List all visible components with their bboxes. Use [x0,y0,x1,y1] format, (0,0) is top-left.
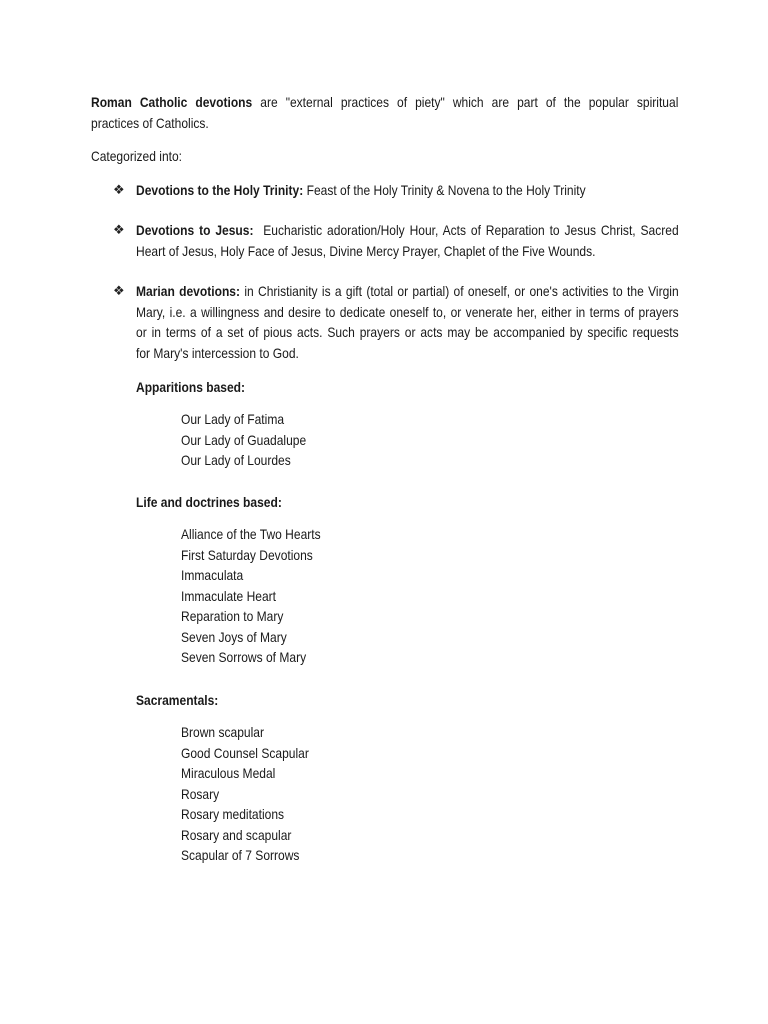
bullet-text-line: Mary, i.e. a willingness and desire to dedicate oneself to, or venerate her, either in terms of prayers [136,303,679,320]
list-item: Our Lady of Lourdes [181,452,291,468]
section-heading-life-doctrines: Life and doctrines based: [136,494,282,510]
categorized-label: Categorized into: [91,148,183,164]
list-item: Immaculata [181,567,244,583]
list-item: Reparation to Mary [181,608,284,624]
diamond-bullet-icon: ❖ [113,182,125,197]
list-item: Our Lady of Fatima [181,411,285,427]
list-item: First Saturday Devotions [181,546,313,563]
list-item: Rosary and scapular [181,826,292,843]
list-item: Our Lady of Guadalupe [181,431,307,448]
bullet-heading: Marian devotions: [136,283,241,299]
bullet-holy-trinity [136,180,586,201]
section-heading-apparitions: Apparitions based: [136,379,246,395]
bullet-marian [136,281,679,363]
bullet-text-line: Feast of the Holy Trinity & Novena to the Holy Trinity [306,182,586,198]
bullet-text-line: in Christianity is a gift (total or partial) of oneself, or one's activities to the Virgin [244,283,679,299]
intro-line-2: practices of Catholics. [91,114,209,131]
diamond-bullet-icon: ❖ [113,283,125,298]
bullet-text-line: or in terms of a set of pious acts. Such prayers or acts may be accompanied by specific requests [136,324,679,340]
list-item: Alliance of the Two Hearts [181,526,321,542]
list-life-doctrines [181,524,321,668]
list-item: Rosary meditations [181,806,285,822]
intro-term: Roman Catholic devotions [91,94,253,110]
list-item: Brown scapular [181,724,264,740]
list-item: Scapular of 7 Sorrows [181,847,300,863]
list-item: Seven Sorrows of Mary [181,649,307,665]
list-item: Miraculous Medal [181,765,276,781]
section-heading-sacramentals: Sacramentals: [136,692,219,708]
bullet-text-line: Heart of Jesus, Holy Face of Jesus, Divine Mercy Prayer, Chaplet of the Five Wounds. [136,242,596,259]
bullet-line [136,220,679,241]
list-item: Rosary [181,785,220,802]
list-sacramentals [181,722,309,866]
bullet-jesus [136,220,679,261]
bullet-heading: Devotions to the Holy Trinity: [136,182,304,198]
intro-line-1 [91,92,678,113]
bullet-text-line: Eucharistic adoration/Holy Hour, Acts of Reparation to Jesus Christ, Sacred [263,222,679,238]
list-item: Seven Joys of Mary [181,628,287,645]
bullet-heading: Devotions to Jesus: [136,222,254,238]
bullet-line [136,281,679,302]
intro-line-1-text: are "external practices of piety" which are part of the popular spiritual [260,94,679,110]
intro-paragraph [91,92,678,133]
list-item: Immaculate Heart [181,587,277,604]
diamond-bullet-icon: ❖ [113,222,125,237]
bullet-text-line: for Mary's intercession to God. [136,344,299,361]
list-apparitions [181,409,306,471]
list-item: Good Counsel Scapular [181,744,309,761]
